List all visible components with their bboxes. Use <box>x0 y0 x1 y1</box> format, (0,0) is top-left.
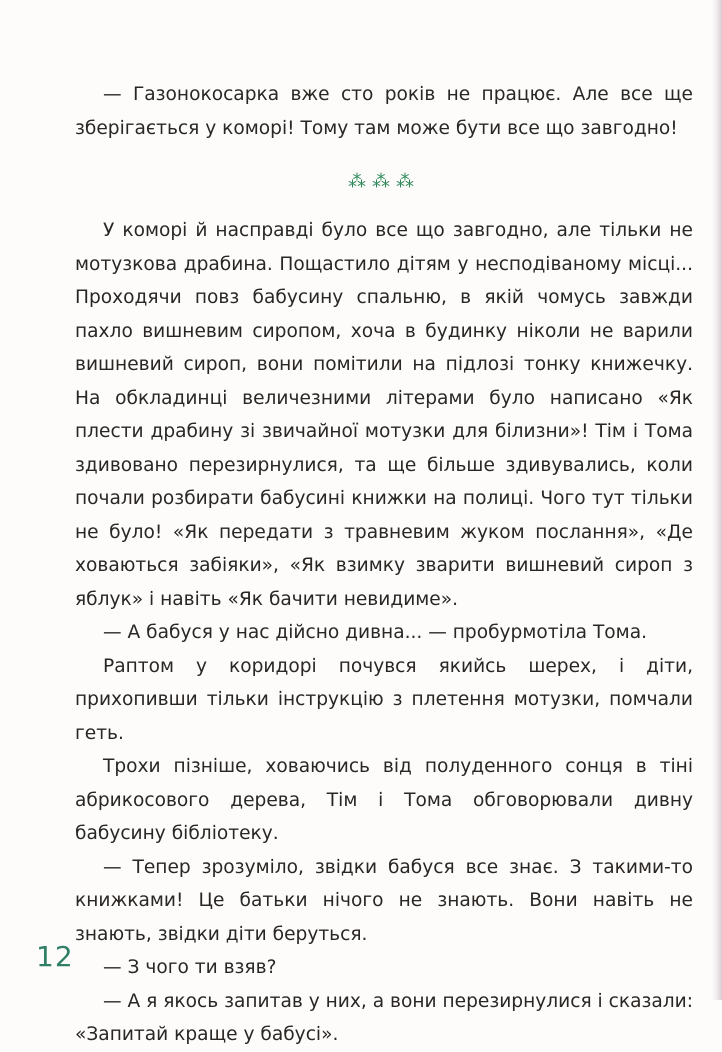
dialogue-paragraph: — А я якось запитав у них, а вони перезирнулися і сказали: «Запитай краще у бабусі». <box>75 990 693 1045</box>
dialogue-paragraph: — З чого ти взяв? <box>103 957 277 978</box>
dialogue-paragraph: — Газонокосарка вже сто років не працює. Але все ще зберігається у коморі! Тому там може бути все що завгодно! <box>75 84 693 139</box>
dialogue-paragraph: — А бабуся у нас дійсно дивна... — пробурмотіла Тома. <box>103 622 648 643</box>
page-text <box>75 78 693 1052</box>
story-paragraph: У коморі й насправді було все що завгодно, але тільки не мотузкова драбина. Пощастило дітям у несподіваному місці... Проходячи повз бабусину спальню, в якій чомусь завжди пахло вишневим сиропом, хоча в будинку ніколи не варили вишневий сироп, вони помітили на підлозі тонку книжечку. На обкладинці величезними літерами було написано «Як плести драбину зі звичайної мотузки для білизни»! Тім і Тома здивовано перезирнулися, та ще більше здивувались, коли почали розбирати бабусині книжки на полиці. Чого тут тільки не було! «Як передати з травневим жуком послання», «Де ховаються забіяки», «Як взимку зварити вишневий сироп з яблук» і навіть «Як бачити невидиме». <box>75 220 693 610</box>
dialogue-paragraph: — Тепер зрозуміло, звідки бабуся все знає. З такими-то книжками! Це батьки нічого не знають. Вони навіть не знають, звідки діти беруться. <box>75 856 693 945</box>
page-number: 12 <box>36 940 74 973</box>
page-edge <box>712 0 722 1000</box>
story-paragraph: Трохи пізніше, ховаючись від полуденного сонця в тіні абрикосового дерева, Тім і Тома обговорювали дивну бабусину бібліотеку. <box>75 756 693 844</box>
story-paragraph: Раптом у коридорі почувся якийсь шерех, і діти, прихопивши тільки інструкцію з плетення мотузки, помчали геть. <box>75 655 693 744</box>
section-separator: ⁂⁂⁂ <box>348 171 420 192</box>
